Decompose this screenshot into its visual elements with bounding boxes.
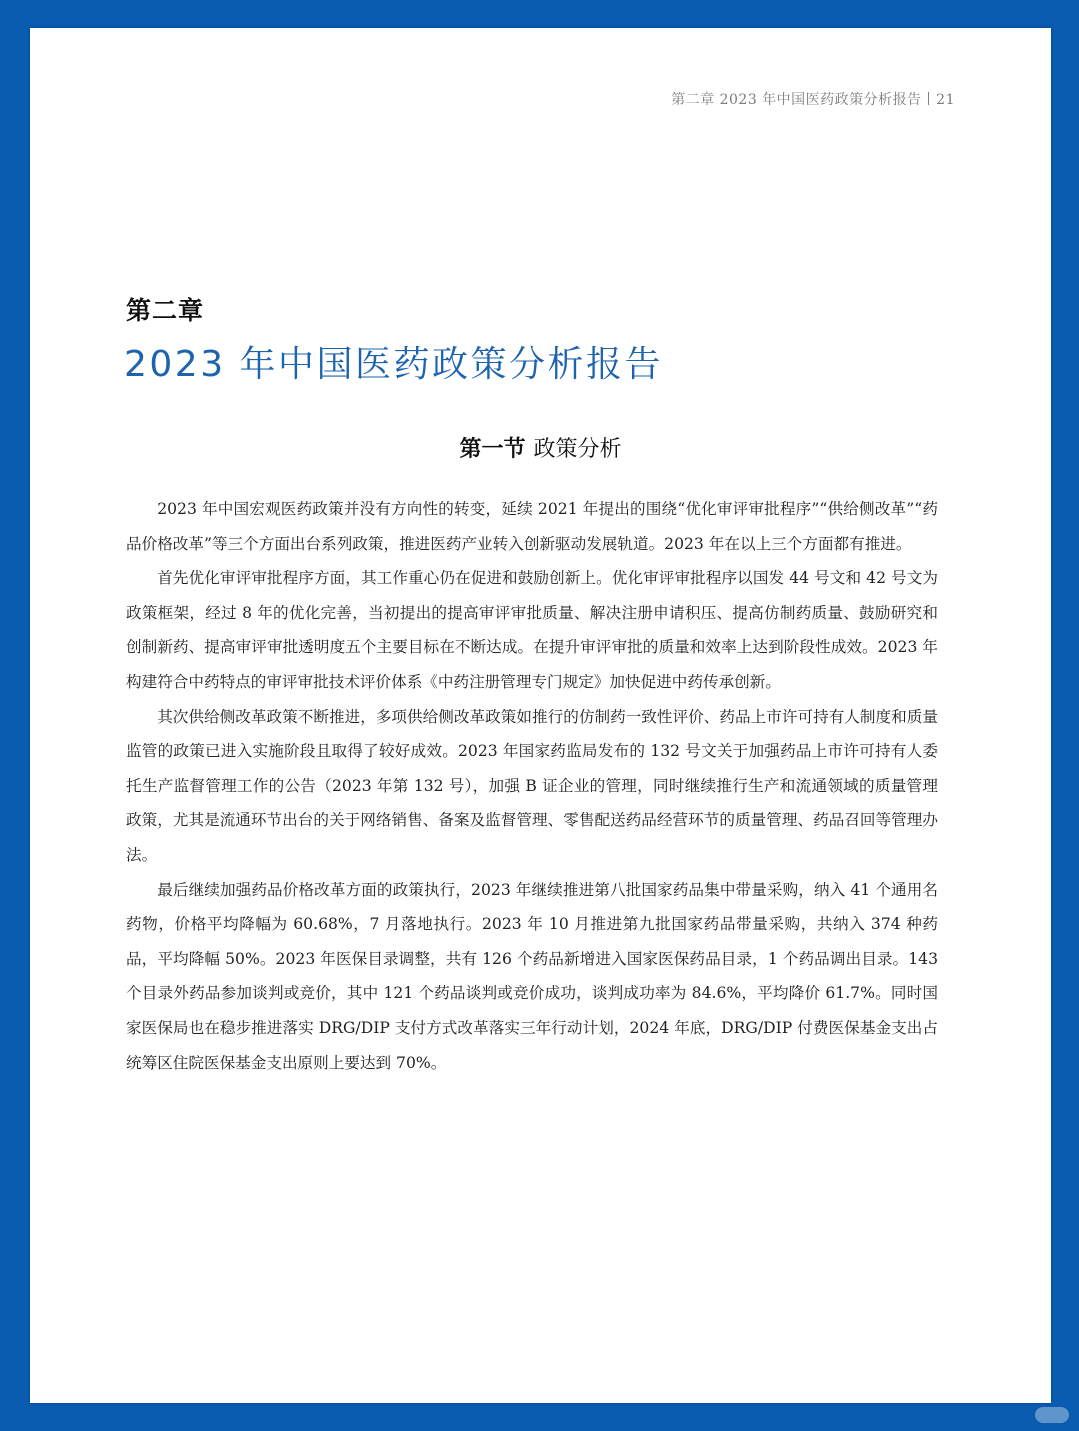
watermark-badge — [1035, 1407, 1069, 1423]
chapter-title: 2023 年中国医药政策分析报告 — [124, 344, 664, 385]
body-text — [126, 492, 938, 1080]
section-title — [30, 432, 1051, 463]
section-number: 第一节 — [459, 437, 526, 462]
paragraph: 首先优化审评审批程序方面，其工作重心仍在促进和鼓励创新上。优化审评审批程序以国发 44 号文和 42 号文为政策框架，经过 8 年的优化完善，当初提出的提高审评审批质量、解决注册申请积压、提高仿制药质量、鼓励研究和创制新药、提高审评审批透明度五个主要目标在不断达成。在提升审评审批的质量和效率上达到阶段性成效。2023 年构建符合中药特点的审评审批技术评价体系《中药注册管理专门规定》加快促进中药传承创新。 — [126, 569, 938, 691]
paragraph: 2023 年中国宏观医药政策并没有方向性的转变，延续 2021 年提出的围绕“优化审评审批程序”“供给侧改革”“药品价格改革”等三个方面出台系列政策，推进医药产业转入创新驱动发展轨道。2023 年在以上三个方面都有推进。 — [126, 500, 938, 553]
running-header: 第二章 2023 年中国医药政策分析报告丨21 — [671, 92, 955, 108]
section-name: 政策分析 — [533, 437, 622, 462]
chapter-label: 第二章 — [126, 296, 205, 325]
paragraph: 最后继续加强药品价格改革方面的政策执行，2023 年继续推进第八批国家药品集中带量采购，纳入 41 个通用名药物，价格平均降幅为 60.68%，7 月落地执行。2023 年 10 月推进第九批国家药品带量采购，共纳入 374 种药品，平均降幅 50%。2023 年医保目录调整，共有 126 个药品新增进入国家医保药品目录，1 个药品调出目录。143 个目录外药品参加谈判或竞价，其中 121 个药品谈判或竞价成功，谈判成功率为 84.6%，平均降价 61.7%。同时国家医保局也在稳步推进落实 DRG/DIP 支付方式改革落实三年行动计划，2024 年底，DRG/DIP 付费医保基金支出占统筹区住院医保基金支出原则上要达到 70%。 — [126, 880, 938, 1072]
document-page — [30, 28, 1051, 1403]
paragraph: 其次供给侧改革政策不断推进，多项供给侧改革政策如推行的仿制药一致性评价、药品上市许可持有人制度和质量监管的政策已进入实施阶段且取得了较好成效。2023 年国家药监局发布的 132 号文关于加强药品上市许可持有人委托生产监督管理工作的公告（2023 年第 132 号），加强 B 证企业的管理，同时继续推行生产和流通领域的质量管理政策，尤其是流通环节出台的关于网络销售、备案及监督管理、零售配送药品经营环节的质量管理、药品召回等管理办法。 — [126, 707, 938, 864]
